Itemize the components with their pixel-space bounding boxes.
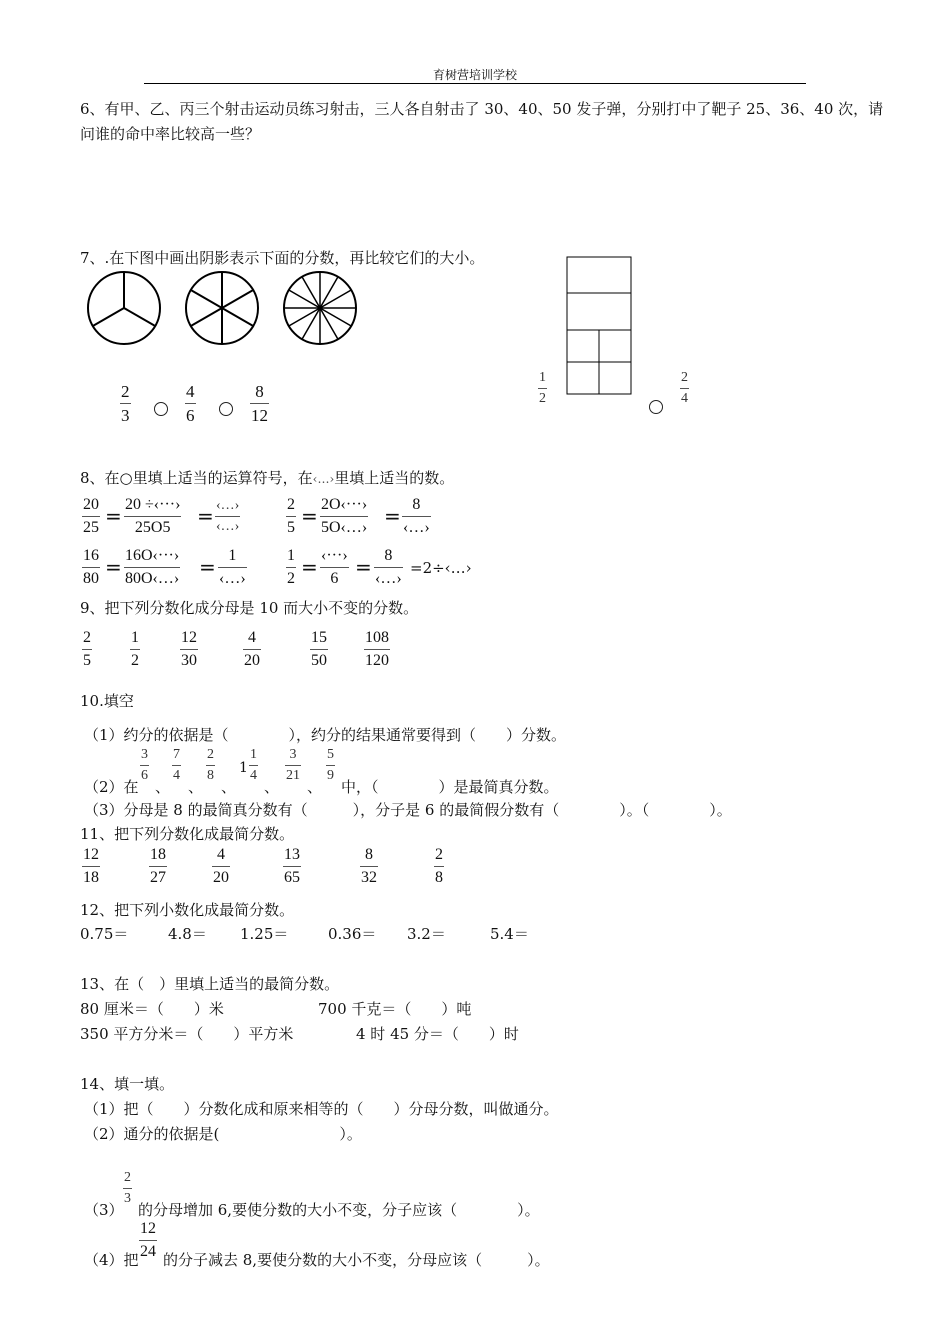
q9-frac: 108 120 [365,629,389,669]
q10-frac: 2 8 [207,747,214,783]
q8-r2b-f3[interactable]: 8 ‹…› [375,547,402,587]
separator: 、 [221,778,237,796]
q9-frac: 4 20 [244,629,260,669]
q8-r2a-f3[interactable]: 1 ‹…› [219,547,246,587]
q14-p4-post: 的分子减去 8,要使分数的大小不变，分母应该（ ）。 [163,1251,550,1269]
separator: 、 [155,778,171,796]
q9-frac: 15 50 [311,629,327,669]
q12-item[interactable]: 4.8＝ [168,925,207,943]
q8-r1b-f2[interactable]: 2O‹···› 5O‹…› [321,496,368,536]
q12-title: 12、把下列小数化成最简分数。 [80,901,295,919]
q9-title: 9、把下列分数化成分母是 10 而大小不变的分数。 [80,599,419,617]
q13-c[interactable]: 350 平方分米＝（ ）平方米 [80,1025,294,1043]
q14-p3-post: 的分母增加 6,要使分数的大小不变，分子应该（ ）。 [138,1201,540,1219]
q14-p1: （1）把（ ）分数化成和原来相等的（ ）分母分数，叫做通分。 [84,1100,559,1118]
q11-frac: 13 65 [284,846,300,886]
q12-item[interactable]: 5.4＝ [490,925,529,943]
q8-r1b-f3[interactable]: 8 ‹…› [403,496,430,536]
q14-p3-pre: （3） [84,1201,124,1219]
circle-sixths [186,272,258,344]
q11-frac: 2 8 [435,846,443,886]
q10-frac: 3 21 [286,747,300,783]
circle-thirds [88,272,160,344]
q6-line2: 问谁的命中率比较高一些？ [80,125,261,143]
q9-frac: 2 5 [83,629,91,669]
q14-p2: （2）通分的依据是( ）。 [84,1125,362,1143]
q8-r1a-f2[interactable]: 20 ÷‹···› 25O5 [125,496,181,536]
q8-r1a-f3[interactable]: ‹…› ‹…› [216,498,240,534]
q8-r2b-f2[interactable]: ‹···› 6 [321,547,348,587]
q11-frac: 12 18 [83,846,99,886]
q12-item[interactable]: 0.75＝ [80,925,129,943]
q10-frac: 7 4 [173,747,180,783]
compare-circle[interactable] [154,402,168,416]
q12-item[interactable]: 0.36＝ [328,925,377,943]
q8-title: 8、在○里填上适当的运算符号，在‹…›里填上适当的数。 [80,469,455,487]
q10-p2-pre: （2）在 [84,778,139,796]
equals-sign: = [199,555,216,579]
equals-sign: = [384,504,401,528]
q10-frac: 1 4 [250,747,257,783]
q12-item[interactable]: 1.25＝ [240,925,289,943]
q6-line1: 6、有甲、乙、丙三个射击运动员练习射击，三人各自射击了 30、40、50 发子弹，分别打中了靶子 25、36、40 次，请 [80,100,884,118]
q13-d[interactable]: 4 时 45 分＝（ ）时 [356,1025,519,1043]
fraction-circles[interactable] [80,268,370,354]
separator: 、 [188,778,204,796]
equals-sign: = [301,555,318,579]
q10-title: 10.填空 [80,692,134,710]
fraction-2-3: 2 3 [121,382,130,425]
q10-frac: 3 6 [141,747,148,783]
q9-frac: 1 2 [131,629,139,669]
q14-p4-pre: （4）把 [84,1251,139,1269]
q7-title: 7、.在下图中画出阴影表示下面的分数，再比较它们的大小。 [80,249,485,267]
q11-frac: 4 20 [213,846,229,886]
header-divider [144,83,806,84]
q10-p1: （1）约分的依据是（ ），约分的结果通常要得到（ ）分数。 [84,726,567,744]
school-header: 育树营培训学校 [432,68,517,82]
q11-frac: 18 27 [150,846,166,886]
q11-title: 11、把下列分数化成最简分数。 [80,825,295,843]
equals-sign: = [105,504,122,528]
q8-r1b-f1: 2 5 [287,496,295,536]
q13-b[interactable]: 700 千克＝（ ）吨 [318,1000,472,1018]
fraction-2-3: 2 3 [124,1170,131,1206]
q11-frac: 8 32 [361,846,377,886]
compare-circle[interactable] [649,400,663,414]
fraction-4-6: 4 6 [186,382,195,425]
q8-r1a-f1: 20 25 [83,496,99,536]
q10-p2-post: 中，（ ）是最简真分数。 [341,778,559,796]
mixed-whole: 1 [239,760,248,776]
equals-sign: = [197,504,214,528]
equals-sign: = [301,504,318,528]
fraction-1-2: 1 2 [539,370,546,406]
equals-sign: = [355,555,372,579]
rectangle-grid[interactable] [566,256,634,396]
fraction-8-12: 8 12 [251,382,268,425]
fraction-2-4: 2 4 [681,370,688,406]
q9-frac: 12 30 [181,629,197,669]
fraction-12-24: 12 24 [140,1220,156,1260]
circle-twelfths [284,272,356,344]
q13-a[interactable]: 80 厘米＝（ ）米 [80,1000,224,1018]
q14-title: 14、填一填。 [80,1075,175,1093]
q8-r2b-f1: 1 2 [287,547,295,587]
q13-title: 13、在（ ）里填上适当的最简分数。 [80,975,340,993]
q8-r2a-f2[interactable]: 16O‹···› 80O‹…› [125,547,180,587]
q10-p3: （3）分母是 8 的最简真分数有（ ），分子是 6 的最简假分数有（ ）。（ ）。 [84,801,732,819]
separator: 、 [307,778,323,796]
q8-division-tail[interactable]: =2÷‹…› [410,559,472,577]
separator: 、 [264,778,280,796]
q10-frac: 5 9 [327,747,334,783]
q8-r2a-f1: 16 80 [83,547,99,587]
equals-sign: = [105,555,122,579]
compare-circle[interactable] [219,402,233,416]
q12-item[interactable]: 3.2＝ [407,925,446,943]
